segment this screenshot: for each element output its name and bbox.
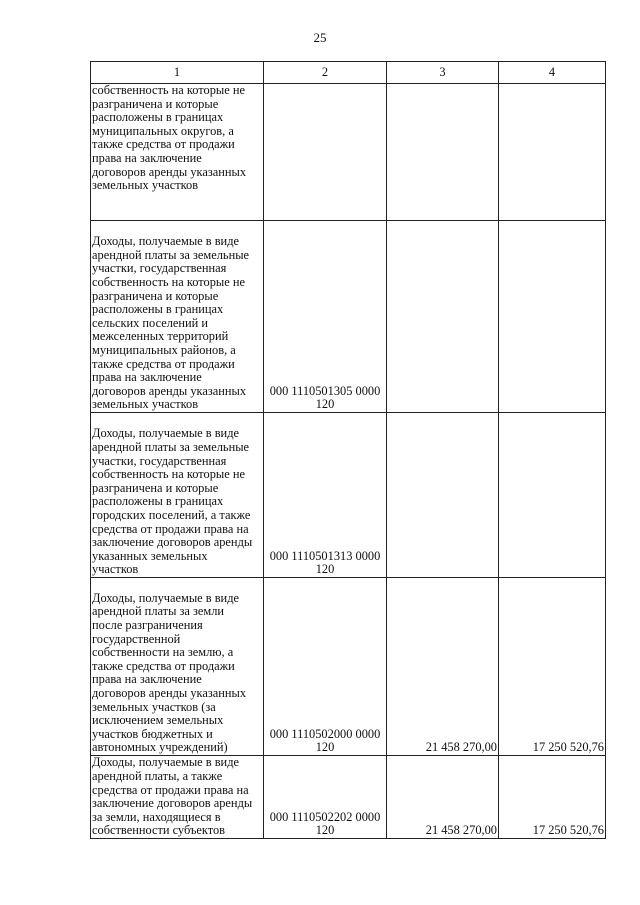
row-description [91,578,264,756]
row-description [91,413,264,578]
row-value-3 [387,413,499,578]
row-value-3 [387,84,499,221]
column-header-4: 4 [499,62,606,84]
row-value-4: 17 250 520,76 [499,578,606,756]
code-text: 000 1110501305 0000 120 [269,383,381,412]
row-value-3 [387,221,499,413]
row-value-4 [499,84,606,221]
row-value-4 [499,221,606,413]
table-row [91,221,606,413]
code-text: 000 1110502000 0000 120 [269,726,381,755]
revenue-table [90,61,606,839]
row-description [91,221,264,413]
row-value-4: 17 250 520,76 [499,756,606,839]
description-text: Доходы, получаемые в виде арендной платы за земельные участки, государственная собственность на которые не разграничена и которые расположены в границах городских поселений, а также средства от продажи права на заключение договоров аренды указанных земельных участков [92,426,253,577]
description-text: собственность на которые не разграничена и которые расположены в границах муниципальных округов, а также средства от продажи права на заключение договоров аренды указанных земельных участков [92,83,247,193]
code-text: 000 1110502202 0000 120 [269,809,381,838]
column-header-2: 2 [264,62,387,84]
table-row [91,578,606,756]
row-code [264,578,387,756]
description-text: Доходы, получаемые в виде арендной платы за земли после разграничения государственной собственности на землю, а также средства от продажи права на заключение договоров аренды указанных земельных участков (за исключением земельных участков бюджетных и автономных учреждений) [92,590,247,755]
table-row [91,84,606,221]
table-row [91,413,606,578]
row-code [264,221,387,413]
row-code [264,756,387,839]
row-description [91,84,264,221]
table-row [91,756,606,839]
page-number: 25 [313,30,327,45]
row-code [264,413,387,578]
row-value-3: 21 458 270,00 [387,756,499,839]
description-text: Доходы, получаемые в виде арендной платы, а также средства от продажи права на заключение договоров аренды за земли, находящиеся в собственности субъектов [92,755,253,838]
table-header-row [91,62,606,84]
row-code [264,84,387,221]
description-text: Доходы, получаемые в виде арендной платы за земельные участки, государственная собственность на которые не разграничена и которые расположены в границах сельских поселений и межселенных территорий муниципальных районов, а также средства от продажи права на заключение договоров аренды указанных земельных участков [92,234,250,412]
column-header-3: 3 [387,62,499,84]
row-value-4 [499,413,606,578]
code-text: 000 1110501313 0000 120 [269,548,381,577]
row-description [91,756,264,839]
row-value-3: 21 458 270,00 [387,578,499,756]
column-header-1: 1 [91,62,264,84]
